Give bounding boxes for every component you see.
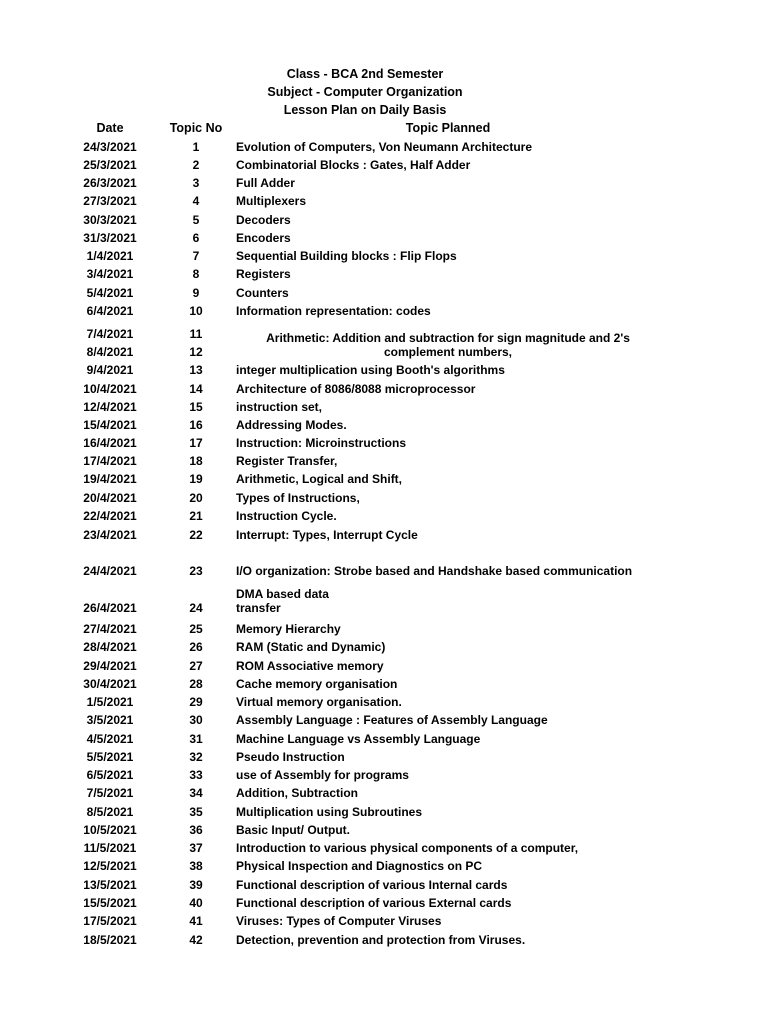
row-date: 9/4/2021: [86, 363, 134, 377]
row-topic-no: 16: [189, 418, 203, 432]
row-topic: Viruses: Types of Computer Viruses: [236, 914, 442, 928]
row-topic: instruction set,: [236, 400, 323, 414]
row-date: 30/4/2021: [83, 677, 137, 691]
row-topic: Interrupt: Types, Interrupt Cycle: [236, 528, 418, 542]
row-topic-no: 29: [189, 695, 203, 709]
merged-topic-line: complement numbers,: [383, 345, 513, 359]
row-topic: RAM (Static and Dynamic): [236, 640, 386, 654]
row-date: 18/5/2021: [83, 933, 137, 947]
table-row: [0, 730, 768, 748]
row-date: 24/4/2021: [83, 564, 137, 578]
table-row: [0, 156, 768, 174]
row-date: 17/4/2021: [83, 454, 137, 468]
row-topic: I/O organization: Strobe based and Handshake based communication: [236, 564, 633, 578]
row-date: 27/3/2021: [83, 194, 137, 208]
row-topic-no: 7: [192, 249, 200, 263]
table-row: [0, 302, 768, 320]
row-topic-no: 31: [189, 732, 203, 746]
row-topic: Virtual memory organisation.: [236, 695, 402, 709]
topic-no-column-header: Topic No: [169, 121, 223, 135]
row-topic: Decoders: [236, 213, 291, 227]
row-topic-no: 4: [192, 194, 200, 208]
row-topic: Register Transfer,: [236, 454, 338, 468]
table-row: [0, 657, 768, 675]
merged-topic-cell: [236, 331, 660, 359]
table-row: [0, 489, 768, 507]
row-topic: Registers: [236, 267, 291, 281]
row-date: 22/4/2021: [83, 509, 137, 523]
row-topic: Addition, Subtraction: [236, 786, 358, 800]
row-topic: integer multiplication using Booth's algorithms: [236, 363, 505, 377]
table-row: [0, 265, 768, 283]
row-date: 20/4/2021: [83, 491, 137, 505]
row-topic: Assembly Language : Features of Assembly Language: [236, 713, 548, 727]
row-topic-no: 32: [189, 750, 203, 764]
row-date: 3/4/2021: [86, 267, 134, 281]
row-topic-no: 24: [189, 601, 203, 615]
row-topic-no: 8: [192, 267, 200, 281]
table-row: [0, 211, 768, 229]
row-date: 28/4/2021: [83, 640, 137, 654]
merged-topic-line: Arithmetic: Addition and subtraction for sign magnitude and 2's: [266, 331, 630, 345]
row-date: 8/5/2021: [86, 805, 134, 819]
row-date: 26/4/2021: [83, 601, 137, 615]
table-row: [0, 620, 768, 638]
row-date: 29/4/2021: [83, 659, 137, 673]
row-date: 3/5/2021: [86, 713, 134, 727]
row-topic-no: 21: [189, 509, 203, 523]
table-row: [0, 839, 768, 857]
table-row: [0, 562, 768, 580]
row-topic-no: 14: [189, 382, 203, 396]
row-topic-no: 23: [189, 564, 203, 578]
row-date: 6/4/2021: [86, 304, 134, 318]
row-24-topic: [236, 587, 329, 615]
table-row: [0, 507, 768, 525]
table-row: [0, 638, 768, 656]
row-date: 10/4/2021: [83, 382, 137, 396]
row-topic-no: 28: [189, 677, 203, 691]
table-row: [0, 434, 768, 452]
row-date: 25/3/2021: [83, 158, 137, 172]
row-topic: Types of Instructions,: [236, 491, 360, 505]
row-topic: Arithmetic, Logical and Shift,: [236, 472, 403, 486]
row-date: 12/5/2021: [83, 859, 137, 873]
row-topic: Physical Inspection and Diagnostics on PC: [236, 859, 483, 873]
row-topic-no: 12: [189, 345, 203, 359]
row-date: 10/5/2021: [83, 823, 137, 837]
row-topic-no: 35: [189, 805, 203, 819]
table-row: [0, 192, 768, 210]
row-date: 16/4/2021: [83, 436, 137, 450]
row-24-topic-line: transfer: [236, 601, 281, 615]
row-topic: Evolution of Computers, Von Neumann Architecture: [236, 140, 533, 154]
lesson-plan-title: Lesson Plan on Daily Basis: [283, 103, 447, 117]
row-topic: ROM Associative memory: [236, 659, 384, 673]
row-date: 19/4/2021: [83, 472, 137, 486]
table-row: [0, 711, 768, 729]
table-row: [0, 526, 768, 544]
row-topic-no: 41: [189, 914, 203, 928]
row-date: 31/3/2021: [83, 231, 137, 245]
table-row: [0, 174, 768, 192]
table-row: [0, 894, 768, 912]
row-topic-no: 13: [189, 363, 203, 377]
row-topic-no: 27: [189, 659, 203, 673]
row-topic-no: 37: [189, 841, 203, 855]
row-topic-no: 11: [189, 327, 203, 341]
row-topic-no: 19: [189, 472, 203, 486]
table-row: [0, 766, 768, 784]
row-topic: Addressing Modes.: [236, 418, 347, 432]
row-topic-no: 42: [189, 933, 203, 947]
row-topic: Introduction to various physical components of a computer,: [236, 841, 579, 855]
row-date: 15/5/2021: [83, 896, 137, 910]
row-topic-no: 10: [189, 304, 203, 318]
row-date: 12/4/2021: [83, 400, 137, 414]
row-topic: use of Assembly for programs: [236, 768, 409, 782]
table-row: [0, 452, 768, 470]
table-row: [0, 876, 768, 894]
row-date: 23/4/2021: [83, 528, 137, 542]
table-row: [0, 931, 768, 949]
row-date: 6/5/2021: [86, 768, 134, 782]
table-row: [0, 416, 768, 434]
table-row: [0, 912, 768, 930]
row-topic: Instruction: Microinstructions: [236, 436, 407, 450]
row-24-topic-line: DMA based data: [236, 587, 329, 601]
row-topic: Multiplication using Subroutines: [236, 805, 422, 819]
row-date: 1/4/2021: [86, 249, 134, 263]
table-row: [0, 784, 768, 802]
row-topic-no: 9: [192, 286, 200, 300]
row-date: 5/4/2021: [86, 286, 134, 300]
row-date: 1/5/2021: [86, 695, 134, 709]
row-topic: Multiplexers: [236, 194, 307, 208]
table-row: [0, 284, 768, 302]
row-topic-no: 20: [189, 491, 203, 505]
row-topic-no: 39: [189, 878, 203, 892]
row-topic: Sequential Building blocks : Flip Flops: [236, 249, 457, 263]
table-row: [0, 693, 768, 711]
row-topic: Architecture of 8086/8088 microprocessor: [236, 382, 476, 396]
row-topic-no: 5: [192, 213, 200, 227]
date-column-header: Date: [96, 121, 124, 135]
table-row: [0, 380, 768, 398]
subject-title: Subject - Computer Organization: [267, 85, 463, 99]
row-topic: Detection, prevention and protection from Viruses.: [236, 933, 526, 947]
table-row: [0, 470, 768, 488]
row-topic: Basic Input/ Output.: [236, 823, 350, 837]
row-topic: Cache memory organisation: [236, 677, 398, 691]
topic-planned-column-header: Topic Planned: [405, 121, 491, 135]
row-date: 4/5/2021: [86, 732, 134, 746]
row-topic-no: 6: [192, 231, 200, 245]
row-topic: Information representation: codes: [236, 304, 431, 318]
table-row: [0, 247, 768, 265]
row-topic: Full Adder: [236, 176, 295, 190]
row-date: 26/3/2021: [83, 176, 137, 190]
row-topic-no: 1: [192, 140, 200, 154]
row-topic-no: 3: [192, 176, 200, 190]
row-topic-no: 26: [189, 640, 203, 654]
table-row: [0, 748, 768, 766]
row-topic: Machine Language vs Assembly Language: [236, 732, 481, 746]
table-row: [0, 599, 768, 617]
row-date: 5/5/2021: [86, 750, 134, 764]
row-topic: Functional description of various External cards: [236, 896, 512, 910]
row-topic-no: 22: [189, 528, 203, 542]
row-topic-no: 40: [189, 896, 203, 910]
row-date: 7/5/2021: [86, 786, 134, 800]
row-topic: Encoders: [236, 231, 291, 245]
row-date: 15/4/2021: [83, 418, 137, 432]
table-row: [0, 361, 768, 379]
row-topic-no: 2: [192, 158, 200, 172]
row-topic: Memory Hierarchy: [236, 622, 341, 636]
row-date: 17/5/2021: [83, 914, 137, 928]
row-topic-no: 25: [189, 622, 203, 636]
row-date: 27/4/2021: [83, 622, 137, 636]
table-row: [0, 229, 768, 247]
table-row: [0, 675, 768, 693]
row-topic: Combinatorial Blocks : Gates, Half Adder: [236, 158, 471, 172]
table-row: [0, 398, 768, 416]
table-row: [0, 857, 768, 875]
row-topic: Instruction Cycle.: [236, 509, 337, 523]
row-topic-no: 34: [189, 786, 203, 800]
row-topic-no: 33: [189, 768, 203, 782]
row-topic-no: 18: [189, 454, 203, 468]
row-date: 30/3/2021: [83, 213, 137, 227]
table-row: [0, 138, 768, 156]
row-topic-no: 15: [189, 400, 203, 414]
row-topic: Functional description of various Internal cards: [236, 878, 508, 892]
class-title: Class - BCA 2nd Semester: [286, 67, 444, 81]
row-date: 11/5/2021: [83, 841, 137, 855]
row-date: 7/4/2021: [86, 327, 134, 341]
row-topic: Counters: [236, 286, 289, 300]
row-date: 24/3/2021: [83, 140, 137, 154]
row-topic-no: 30: [189, 713, 203, 727]
row-date: 13/5/2021: [83, 878, 137, 892]
row-topic-no: 36: [189, 823, 203, 837]
row-date: 8/4/2021: [86, 345, 134, 359]
row-topic-no: 17: [189, 436, 203, 450]
table-row: [0, 821, 768, 839]
table-row: [0, 803, 768, 821]
row-topic: Pseudo Instruction: [236, 750, 345, 764]
row-topic-no: 38: [189, 859, 203, 873]
